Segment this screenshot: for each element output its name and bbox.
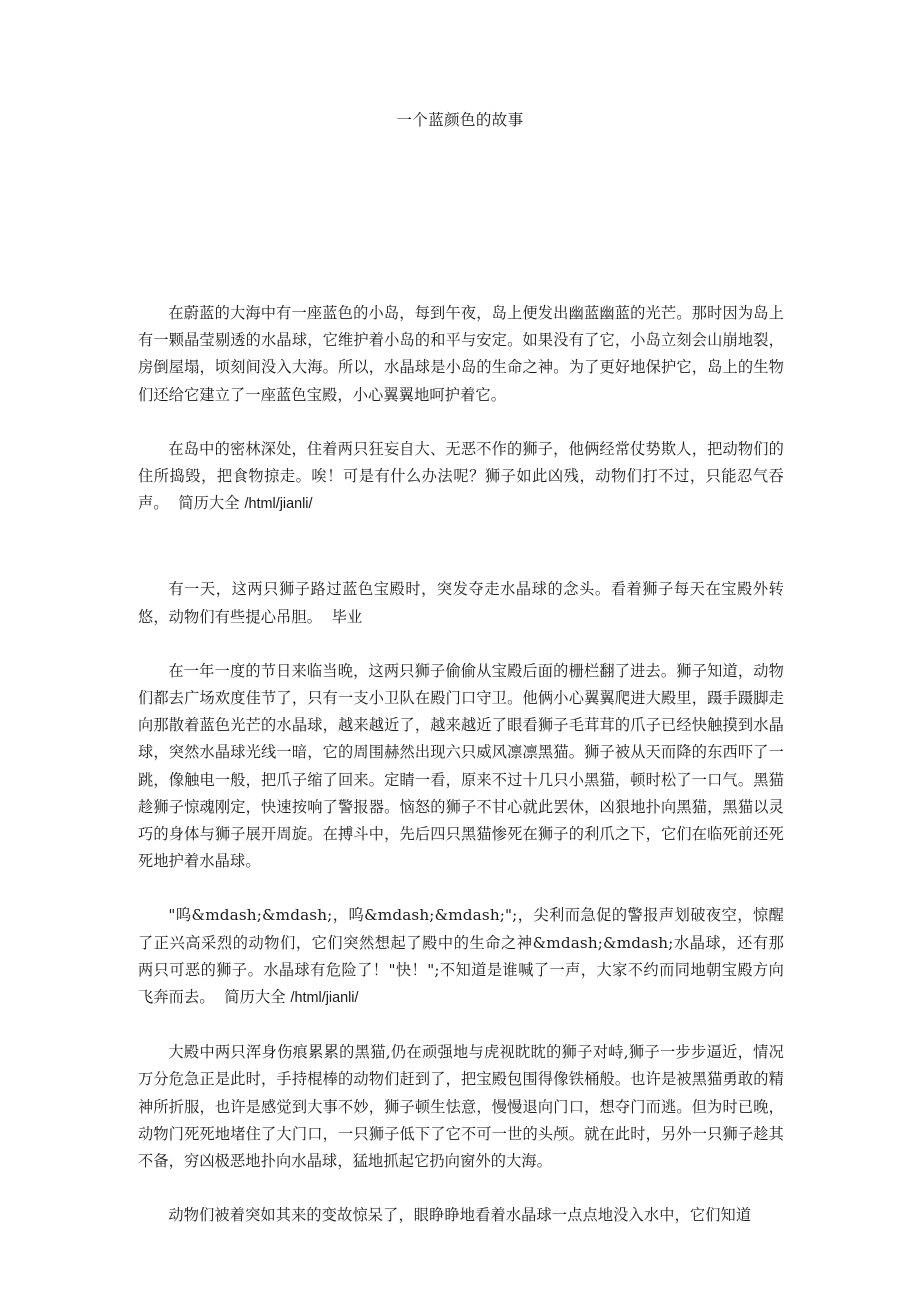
paragraph-1: 在蔚蓝的大海中有一座蓝色的小岛，每到午夜，岛上便发出幽蓝幽蓝的光芒。那时因为岛上有一颗晶莹剔透的水晶球，它维护着小岛的和平与安定。如果没有了它，小岛立刻会山崩地裂，房倒屋塌，顷刻间没入大海。所以，水晶球是小岛的生命之神。为了更好地保护它，岛上的生物们还给它建立了一座蓝色宝殿，小心翼翼地呵护着它。 <box>138 304 784 404</box>
paragraph-2-text: 在岛中的密林深处，住着两只狂妄自大、无恶不作的狮子，他俩经常仗势欺人，把动物们的住所捣毁，把食物掠走。唉！可是有什么办法呢？狮子如此凶残，动物们打不过，只能忍气吞声。 <box>138 439 784 513</box>
paragraph-3 <box>138 576 784 630</box>
source-label-3: 简历大全 <box>224 988 286 1007</box>
source-label: 简历大全 <box>178 494 240 513</box>
paragraph-7: 动物们被着突如其来的变故惊呆了，眼睁睁地看着水晶球一点点地没入水中，它们知道 <box>168 1206 752 1225</box>
document-body <box>138 300 784 1229</box>
source-separator-3 <box>215 988 225 1006</box>
source-separator-2 <box>322 608 332 626</box>
source-separator <box>169 494 179 512</box>
paragraph-5 <box>138 902 784 1012</box>
source-label-2: 毕业 <box>331 607 363 626</box>
page-title: 一个蓝颜色的故事 <box>396 111 524 129</box>
paragraph-5-text: "呜&mdash;&mdash;，呜&mdash;&mdash;";，尖利而急促的警报声划破夜空，惊醒了正兴高采烈的动物们，它们突然想起了殿中的生命之神&mdash;&mdash;水晶球，还有那两只可恶的狮子。水晶球有危险了！"快！";不知道是谁喊了一声，大家不约而同地朝宝殿方向飞奔而去。 <box>138 906 784 1007</box>
source-url-link[interactable]: /html/jianli/ <box>244 496 313 513</box>
source-url-link-2[interactable]: /html/jianli/ <box>290 990 359 1007</box>
paragraph-4: 在一年一度的节日来临当晚，这两只狮子偷偷从宝殿后面的栅栏翻了进去。狮子知道，动物们都去广场欢度佳节了，只有一支小卫队在殿门口守卫。他俩小心翼翼爬进大殿里，蹑手蹑脚走向那散着蓝色光芒的水晶球，越来越近了，越来越近了眼看狮子毛茸茸的爪子已经快触摸到水晶球，突然水晶球光线一暗，它的周围赫然出现六只威风凛凛黑猫。狮子被从天而降的东西吓了一跳，像触电一般，把爪子缩了回来。定睛一看，原来不过十几只小黑猫，顿时松了一口气。黑猫趁狮子惊魂刚定，快速按响了警报器。恼怒的狮子不甘心就此罢休，凶狠地扑向黑猫，黑猫以灵巧的身体与狮子展开周旋。在搏斗中，先后四只黑猫惨死在狮子的利爪之下，它们在临死前还死死地护着水晶球。 <box>138 661 784 871</box>
paragraph-2 <box>138 436 784 519</box>
paragraph-3-text: 有一天，这两只狮子路过蓝色宝殿时，突发夺走水晶球的念头。看着狮子每天在宝殿外转悠，动物们有些提心吊胆。 <box>138 580 784 626</box>
paragraph-6: 大殿中两只浑身伤痕累累的黑猫,仍在顽强地与虎视眈眈的狮子对峙,狮子一步步逼近，情况万分危急正是此时，手持棍棒的动物们赶到了，把宝殿包围得像铁桶般。也许是被黑猫勇敢的精神所折服，也许是感觉到大事不妙，狮子顿生怯意，慢慢退向门口，想夺门而逃。但为时已晚，动物门死死地堵住了大门口，一只狮子低下了它不可一世的头颅。就在此时，另外一只狮子趁其不备，穷凶极恶地扑向水晶球，猛地抓起它扔向窗外的大海。 <box>138 1043 784 1171</box>
